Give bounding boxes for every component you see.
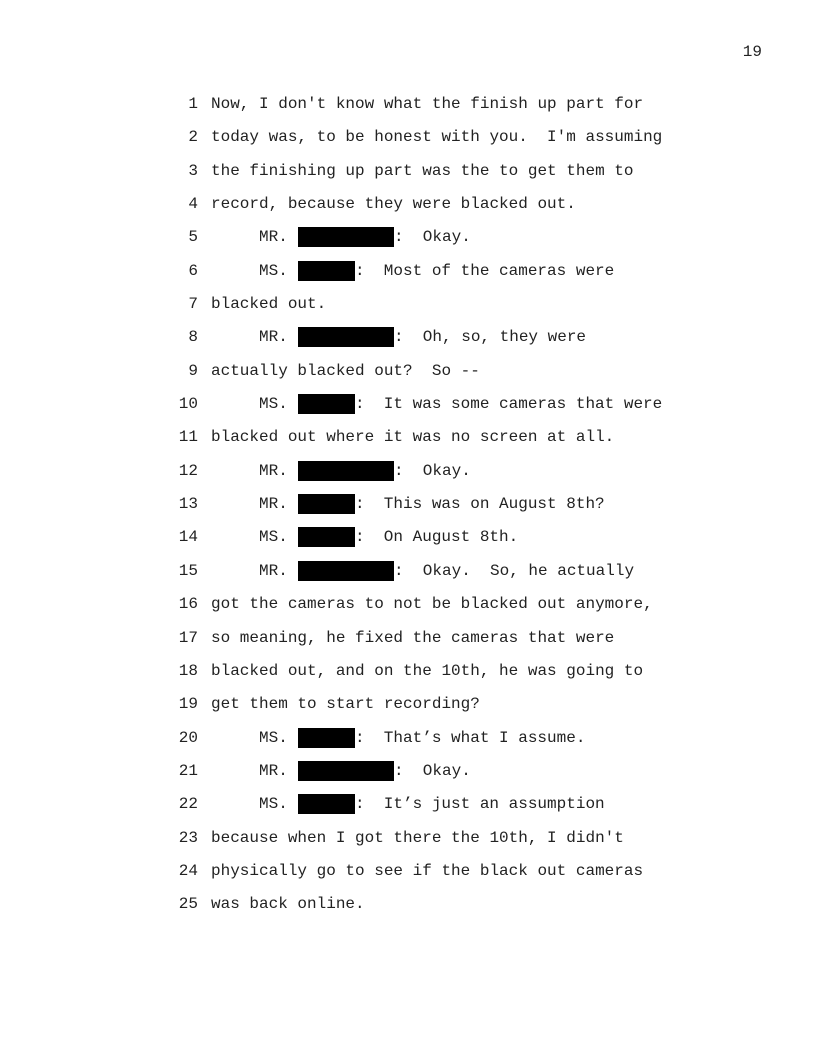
transcript-line <box>0 594 816 627</box>
line-text: : Okay. So, he actually <box>394 561 635 580</box>
line-text: got the cameras to not be blacked out anymore, <box>211 595 653 614</box>
speaker-title: MR. <box>259 461 288 480</box>
redaction-box <box>298 394 355 414</box>
line-number: 23 <box>178 828 198 847</box>
line-text: the finishing up part was the to get them to <box>211 161 634 180</box>
line-number: 8 <box>188 328 198 347</box>
transcript-line <box>0 494 816 527</box>
redaction-box <box>298 728 355 748</box>
line-number: 25 <box>178 895 198 914</box>
redaction-box <box>298 494 355 514</box>
speaker-title: MS. <box>259 395 288 414</box>
speaker-title: MS. <box>259 528 288 547</box>
line-text: : Okay. <box>394 228 471 247</box>
line-text: because when I got there the 10th, I didn't <box>211 828 624 847</box>
transcript-body <box>0 94 816 928</box>
line-text: blacked out, and on the 10th, he was going to <box>211 661 644 680</box>
redaction-box <box>298 761 394 781</box>
speaker-title: MS. <box>259 795 288 814</box>
transcript-line <box>0 94 816 127</box>
transcript-line <box>0 461 816 494</box>
line-text: : Okay. <box>394 761 471 780</box>
speaker-title: MS. <box>259 728 288 747</box>
redaction-box <box>298 327 394 347</box>
line-number: 19 <box>178 695 198 714</box>
line-text: blacked out where it was no screen at all. <box>211 428 615 447</box>
line-number: 9 <box>188 361 198 380</box>
line-number: 1 <box>188 95 198 113</box>
line-text: : That’s what I assume. <box>355 728 586 747</box>
redaction-box <box>298 227 394 247</box>
line-number: 12 <box>178 461 198 480</box>
line-number: 16 <box>178 595 198 614</box>
line-number: 24 <box>178 861 198 880</box>
line-text: : Okay. <box>394 461 471 480</box>
transcript-line <box>0 327 816 360</box>
transcript-line <box>0 427 816 460</box>
line-number: 21 <box>178 761 198 780</box>
transcript-line <box>0 628 816 661</box>
transcript-line <box>0 361 816 394</box>
transcript-line <box>0 894 816 927</box>
transcript-line <box>0 828 816 861</box>
transcript-line <box>0 861 816 894</box>
line-number: 15 <box>178 561 198 580</box>
transcript-line <box>0 561 816 594</box>
transcript-line <box>0 227 816 260</box>
line-text: : Most of the cameras were <box>355 261 615 280</box>
line-text: get them to start recording? <box>211 695 480 714</box>
transcript-line <box>0 261 816 294</box>
line-number: 14 <box>178 528 198 547</box>
line-text: physically go to see if the black out cameras <box>211 861 644 880</box>
line-number: 17 <box>178 628 198 647</box>
line-number: 5 <box>188 228 198 247</box>
transcript-line <box>0 761 816 794</box>
line-number: 7 <box>188 295 198 314</box>
line-number: 10 <box>178 395 198 414</box>
line-text: record, because they were blacked out. <box>211 195 576 214</box>
transcript-line <box>0 661 816 694</box>
transcript-line <box>0 161 816 194</box>
transcript-line <box>0 794 816 827</box>
line-number: 18 <box>178 661 198 680</box>
speaker-title: MR. <box>259 761 288 780</box>
speaker-title: MR. <box>259 561 288 580</box>
redaction-box <box>298 261 355 281</box>
transcript-line <box>0 194 816 227</box>
line-text: : This was on August 8th? <box>355 495 605 514</box>
transcript-line <box>0 127 816 160</box>
line-text: actually blacked out? So -- <box>211 361 480 380</box>
speaker-title: MS. <box>259 261 288 280</box>
line-text: : It was some cameras that were <box>355 395 663 414</box>
speaker-title: MR. <box>259 328 288 347</box>
speaker-title: MR. <box>259 495 288 514</box>
transcript-line <box>0 527 816 560</box>
line-text: was back online. <box>211 895 365 914</box>
line-text: : On August 8th. <box>355 528 519 547</box>
line-text: : It’s just an assumption <box>355 795 605 814</box>
line-number: 22 <box>178 795 198 814</box>
redaction-box <box>298 527 355 547</box>
redaction-box <box>298 461 394 481</box>
transcript-line <box>0 294 816 327</box>
redaction-box <box>298 561 394 581</box>
line-number: 13 <box>178 495 198 514</box>
line-text: : Oh, so, they were <box>394 328 587 347</box>
speaker-title: MR. <box>259 228 288 247</box>
line-text: so meaning, he fixed the cameras that were <box>211 628 615 647</box>
line-number: 2 <box>188 128 198 147</box>
line-number: 4 <box>188 195 198 214</box>
line-text: today was, to be honest with you. I'm assuming <box>211 128 663 147</box>
line-text: Now, I don't know what the finish up part for <box>211 95 644 113</box>
line-number: 11 <box>178 428 198 447</box>
line-number: 3 <box>188 161 198 180</box>
page-number: 19 <box>742 43 762 61</box>
redaction-box <box>298 794 355 814</box>
line-number: 20 <box>178 728 198 747</box>
transcript-line <box>0 728 816 761</box>
transcript-line <box>0 394 816 427</box>
transcript-line <box>0 694 816 727</box>
line-number: 6 <box>188 261 198 280</box>
line-text: blacked out. <box>211 295 327 314</box>
